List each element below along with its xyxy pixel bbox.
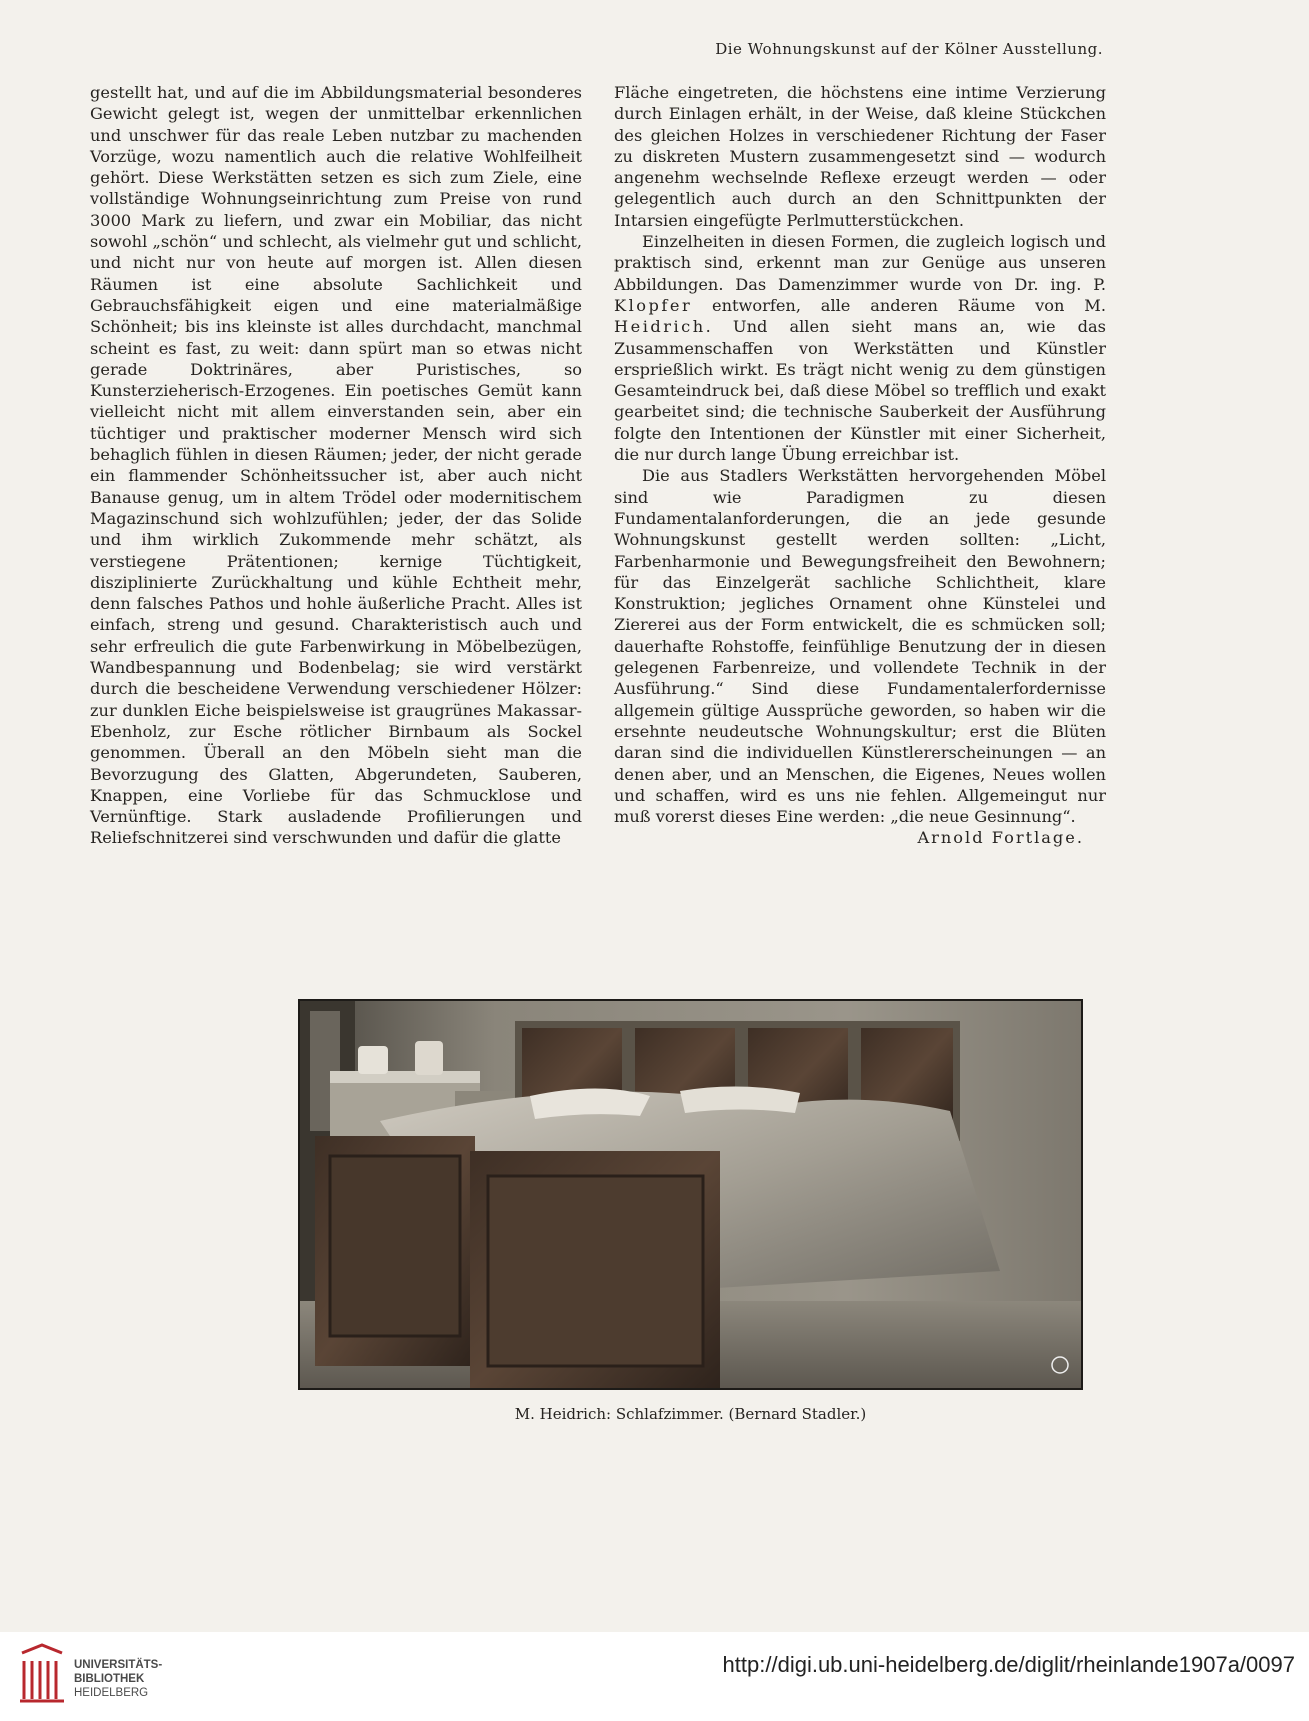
paragraph: [614, 231, 1106, 465]
footer-bar: [0, 1632, 1309, 1721]
washstand-top: [330, 1071, 480, 1083]
text-run: entworfen, alle anderen Räume von M.: [692, 295, 1106, 315]
paragraph: gestellt hat, und auf die im Abbildungsmaterial besonderes Gewicht gelegt ist, wegen der unmittelbar erkennlichen und unschwer für das reale Leben nutzbar zu machenden Vorzüge, wozu namentlich auch die relative Wohlfeilheit gehört. Diese Werkstätten setzen es sich zum Ziele, eine vollständige Wohnungseinrichtung zum Preise von rund 3000 Mark zu liefern, und zwar ein Mobiliar, das nicht sowohl „schön“ und schlecht, als vielmehr gut und schlicht, und nicht nur von heute auf morgen ist. Allen diesen Räumen ist eine absolute Sachlichkeit und Gebrauchsfähigkeit eigen und eine materialmäßige Schönheit; bis ins kleinste ist alles durchdacht, manchmal scheint es fast, zu weit: dann spürt man so etwas nicht gerade Doktrinäres, aber Puristisches, so Kunsterzieherisch-Erzogenes. Ein poetisches Gemüt kann vielleicht nicht mit allem einverstanden sein, aber ein tüchtiger und praktischer moderner Mensch wird sich behaglich fühlen in diesen Räumen; jeder, der nicht gerade ein flammender Schönheitssucher ist, aber auch nicht Banause genug, um in altem Trödel oder modernitischem Magazinschund sich wohlzufühlen; jeder, der das Solide und ihm wirklich Zukommende mehr schätzt, als verstiegene Prätentionen; kernige Tüchtigkeit, disziplinierte Zurückhaltung und kühle Echtheit mehr, denn falsches Pathos und hohle äußerliche Pracht. Alles ist einfach, streng und gesund. Charakteristisch auch und sehr erfreulich die gute Farbenwirkung in Möbelbezügen, Wandbespannung und Bodenbelag; sie wird verstärkt durch die bescheidene Verwendung verschiedener Hölzer: zur dunklen Eiche beispielsweise ist graugrünes Makassar-Ebenholz, zur Esche rötlicher Birnbaum als Sockel genommen. Überall an den Möbeln sieht man die Bevorzugung des Glatten, Abgerundeten, Sauberen, Knappen, eine Vorliebe für das Schmucklose und Vernünftige. Stark ausladende Profilierungen und Reliefschnitzerei sind verschwunden und dafür die glatte: [90, 83, 582, 848]
logo-line: BIBLIOTHEK: [74, 1673, 145, 1685]
text-run: Einzelheiten in diesen Formen, die zugleich logisch und praktisch sind, erkennt man zur Genüge aus unseren Abbildungen. Das Damenzimmer wurde von Dr. ing. P.: [614, 232, 1106, 294]
wash-pitcher: [415, 1041, 443, 1075]
text-run: . Und allen sieht mans an, wie das Zusammenschaffen von Werkstätten und Künstler ersprießlich wirkt. Es trägt nicht wenig zu dem günstigen Gesamteindruck bei, daß diese Möbel so trefflich und exakt gearbeitet sind; die technische Sauberkeit der Ausführung folgte den Intentionen der Künstler mit einer Sicherheit, die nur durch lange Übung erreichbar ist.: [614, 317, 1106, 465]
author-name-klopfer: Klopfer: [614, 295, 693, 315]
pillow: [680, 1086, 800, 1113]
figure-caption: M. Heidrich: Schlafzimmer. (Bernard Stadler.): [514, 1405, 867, 1423]
paragraph: Fläche eingetreten, die höchstens eine intime Verzierung durch Einlagen erhält, in der Weise, daß kleine Stückchen des gleichen Holzes in verschiedener Richtung der Faser zu diskreten Mustern zusammengesetzt sind — wodurch angenehm wechselnde Reflexe erzeugt werden — oder gelegentlich auch durch an den Schnittpunkten der Intarsien eingefügte Perlmutterstückchen.: [614, 83, 1106, 230]
text-column-right: [614, 82, 1106, 849]
library-name: [74, 1658, 162, 1700]
wash-jug: [358, 1046, 388, 1074]
footboard-right-panel: [488, 1176, 703, 1366]
logo-line: UNIVERSITÄTS-: [74, 1659, 163, 1671]
signature: Arnold Fortlage.: [917, 828, 1084, 848]
library-logo[interactable]: [18, 1632, 198, 1721]
paragraph: Die aus Stadlers Werkstätten hervorgehenden Möbel sind wie Paradigmen zu diesen Fundamentalanforderungen, die an jede gesunde Wohnungskunst gestellt werden sollten: „Licht, Farbenharmonie und Bewegungsfreiheit den Bewohnern; für das Einzelgerät sachliche Schlichtheit, klare Konstruktion; jegliches Ornament ohne Künstelei und Ziererei aus der Form entwickelt, die es schmücken soll; dauerhafte Rohstoffe, feinfühlige Benutzung der in diesen gelegenen Farbenreize, und vollendete Technik in der Ausführung.“ Sind diese Fundamentalerfordernisse allgemein gültige Aussprüche geworden, so haben wir die ersehnte neudeutsche Wohnungskultur; erst die Blüten daran sind die individuellen Künstlererscheinungen — an denen aber, und an Menschen, die Eigenes, Neues wollen und schaffen, wird es uns nie fehlen. Allgemeingut nur muß vorerst dieses Eine werden: „die neue Gesinnung“.: [614, 466, 1106, 827]
permalink-url[interactable]: http://digi.ub.uni-heidelberg.de/diglit/rheinlande1907a/0097: [722, 1652, 1295, 1677]
library-emblem-icon: [18, 1643, 66, 1705]
bedroom-photograph: [298, 999, 1083, 1390]
text-column-left: [90, 82, 582, 849]
bedroom-photo-illustration: [300, 1001, 1081, 1388]
author-name-heidrich: Heidrich: [614, 317, 706, 337]
logo-line: HEIDELBERG: [74, 1687, 149, 1699]
footboard-left-panel: [330, 1156, 460, 1336]
running-head: Die Wohnungskunst auf der Kölner Ausstellung.: [715, 40, 1103, 58]
